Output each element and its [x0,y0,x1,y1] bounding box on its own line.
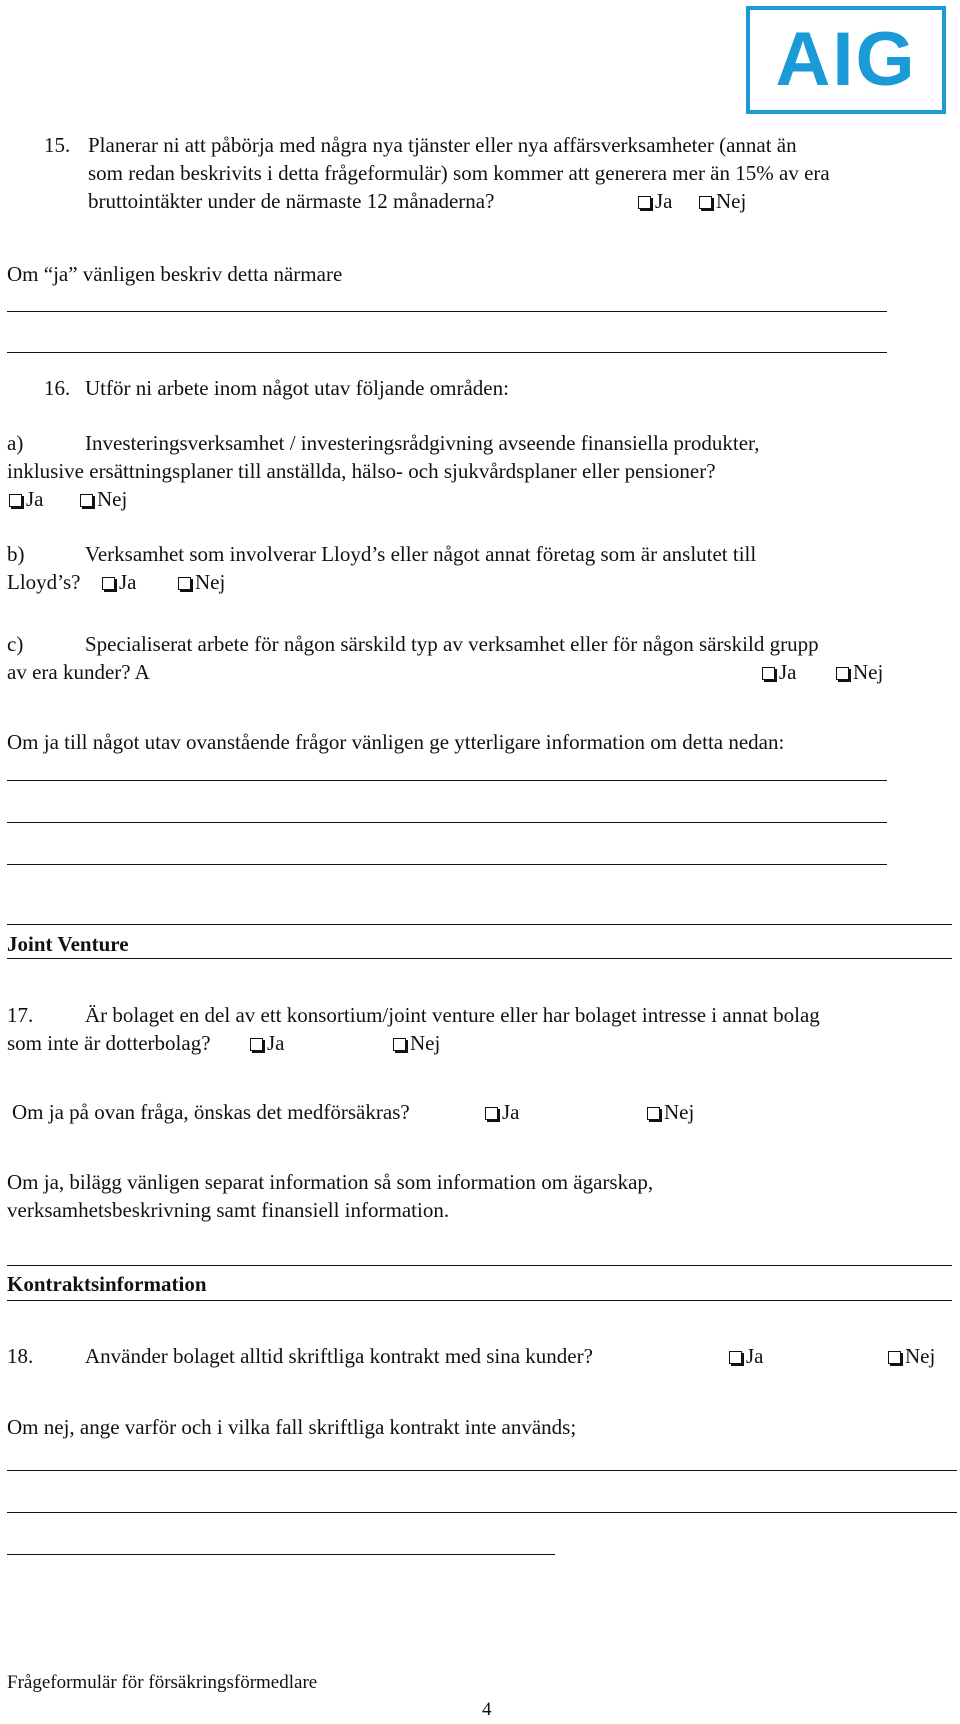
jv-info-line2: verksamhetsbeskrivning samt finansiell information. [7,1198,450,1222]
page-number: 4 [482,1699,492,1720]
cover-no-checkbox[interactable] [647,1107,660,1120]
q16c-text-line2: av era kunder? A [7,660,150,684]
q18-yes-option[interactable] [727,1342,764,1370]
q16b-no-label: Nej [195,570,226,594]
q16a-yes-checkbox[interactable] [9,494,22,507]
q15-followup: Om “ja” vänligen beskriv detta närmare [7,262,343,286]
q16a-yes-label: Ja [26,487,44,511]
q16-answer-line-3[interactable] [7,864,887,865]
q16c-no-checkbox[interactable] [836,667,849,680]
footer-title: Frågeformulär för försäkringsförmedlare [7,1672,318,1693]
q15-number: 15. [44,133,71,157]
q17-number: 17. [7,1003,34,1027]
q17-text-line2: som inte är dotterbolag? [7,1031,211,1055]
q15-no-option[interactable] [697,187,746,215]
q18-answer-line-3[interactable] [7,1554,555,1555]
contract-heading: Kontraktsinformation [7,1272,207,1296]
cover-yes-option[interactable] [483,1098,520,1126]
q15-no-label: Nej [716,189,747,213]
q16a-no-checkbox[interactable] [80,494,93,507]
q16a-label: a) [7,431,24,455]
q17-no-option[interactable] [391,1029,440,1057]
cover-no-label: Nej [664,1100,695,1124]
q15-yes-checkbox[interactable] [638,196,651,209]
cover-question: Om ja på ovan fråga, önskas det medförsäkras? [12,1100,410,1124]
q16c-no-option[interactable] [834,658,883,686]
cover-yes-label: Ja [502,1100,520,1124]
q18-answer-line-2[interactable] [7,1512,957,1513]
q16b-text-line2: Lloyd’s? [7,570,81,594]
q15-no-checkbox[interactable] [699,196,712,209]
q15-text-line3: bruttointäkter under de närmaste 12 månaderna? [88,189,495,213]
q16c-text-line1: Specialiserat arbete för någon särskild typ av verksamhet eller för någon särskild grupp [85,632,819,656]
q15-answer-line-1[interactable] [7,311,887,312]
q15-answer-line-2[interactable] [7,352,887,353]
q16a-no-option[interactable] [78,485,127,513]
q16c-yes-checkbox[interactable] [762,667,775,680]
q16b-text-line1: Verksamhet som involverar Lloyd’s eller något annat företag som är anslutet till [85,542,757,566]
q17-yes-checkbox[interactable] [250,1038,263,1051]
q15-yes-option[interactable] [636,187,673,215]
q18-no-checkbox[interactable] [888,1351,901,1364]
contract-rule-bottom [7,1300,952,1301]
contract-rule-top [7,1265,952,1266]
q16c-yes-label: Ja [779,660,797,684]
q16b-yes-checkbox[interactable] [102,577,115,590]
q16a-text-line1: Investeringsverksamhet / investeringsrådgivning avseende finansiella produkter, [85,431,760,455]
aig-logo: AIG [746,6,946,114]
q15-text-line1: Planerar ni att påbörja med några nya tjänster eller nya affärsverksamheter (annat än [88,133,797,157]
q16-text: Utför ni arbete inom något utav följande områden: [85,376,509,400]
q18-followup: Om nej, ange varför och i vilka fall skriftliga kontrakt inte används; [7,1415,577,1439]
q17-text-line1: Är bolaget en del av ett konsortium/joint venture eller har bolaget intresse i annat bolag [85,1003,820,1027]
q16-answer-line-2[interactable] [7,822,887,823]
q16b-label: b) [7,542,25,566]
q16a-yes-option[interactable] [7,485,44,513]
joint-venture-rule-top [7,924,952,925]
joint-venture-rule-bottom [7,958,952,959]
q15-text-line2: som redan beskrivits i detta frågeformulär) som kommer att generera mer än 15% av era [88,161,830,185]
q16-followup: Om ja till något utav ovanstående frågor vänligen ge ytterligare information om detta nedan: [7,730,785,754]
q18-yes-checkbox[interactable] [729,1351,742,1364]
q15-yes-label: Ja [655,189,673,213]
q16a-no-label: Nej [97,487,128,511]
q16b-yes-option[interactable] [100,568,137,596]
q18-no-label: Nej [905,1344,936,1368]
cover-no-option[interactable] [645,1098,694,1126]
q16-number: 16. [44,376,71,400]
q18-no-option[interactable] [886,1342,935,1370]
q17-yes-option[interactable] [248,1029,285,1057]
q16c-yes-option[interactable] [760,658,797,686]
q17-yes-label: Ja [267,1031,285,1055]
q18-answer-line-1[interactable] [7,1470,957,1471]
q16c-label: c) [7,632,24,656]
q18-text: Använder bolaget alltid skriftliga kontrakt med sina kunder? [85,1344,593,1368]
joint-venture-heading: Joint Venture [7,932,129,956]
q16a-text-line2: inklusive ersättningsplaner till anställda, hälso- och sjukvårdsplaner eller pensioner? [7,459,716,483]
jv-info-line1: Om ja, bilägg vänligen separat information så som information om ägarskap, [7,1170,654,1194]
q17-no-checkbox[interactable] [393,1038,406,1051]
q16b-yes-label: Ja [119,570,137,594]
q16-answer-line-1[interactable] [7,780,887,781]
cover-yes-checkbox[interactable] [485,1107,498,1120]
q17-no-label: Nej [410,1031,441,1055]
q16b-no-option[interactable] [176,568,225,596]
q16c-no-label: Nej [853,660,884,684]
q18-number: 18. [7,1344,34,1368]
q18-yes-label: Ja [746,1344,764,1368]
q16b-no-checkbox[interactable] [178,577,191,590]
